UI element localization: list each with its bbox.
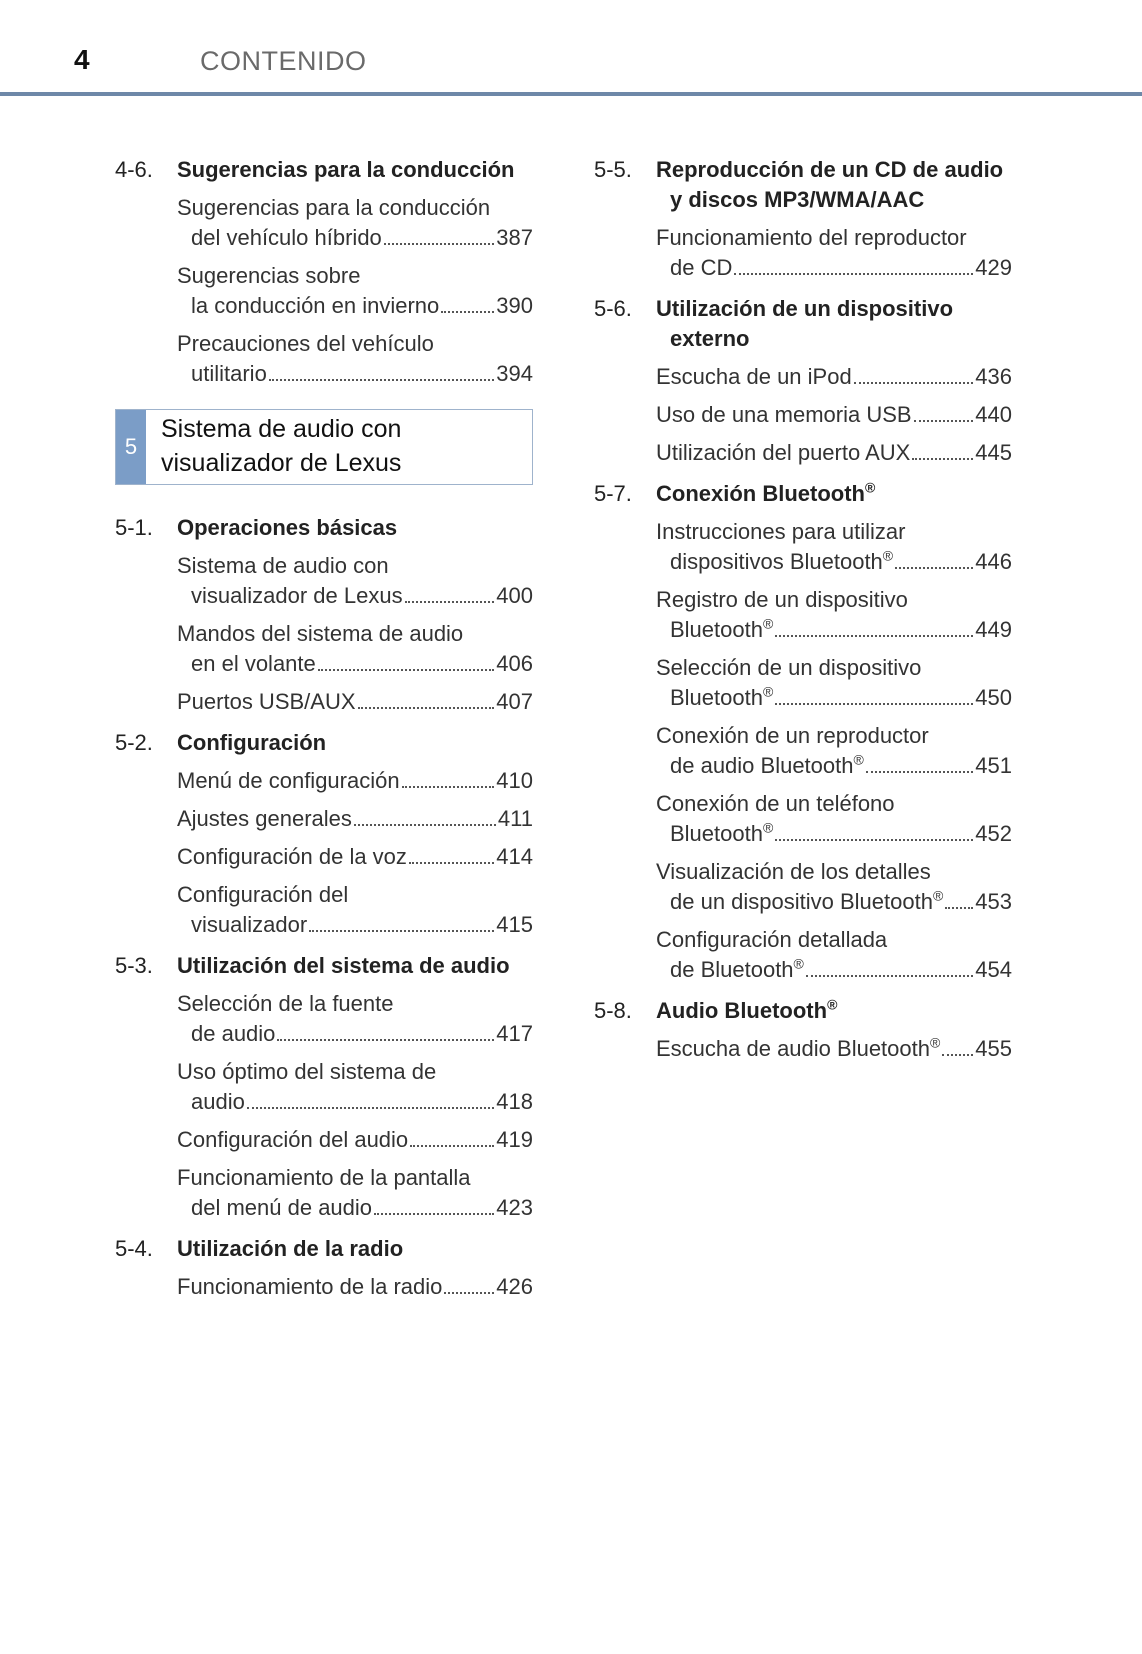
section-number: 5-1. [115, 515, 153, 540]
toc-entry[interactable] [594, 925, 1012, 985]
entry-line [656, 615, 1012, 645]
entry-text: Uso de una memoria USB [656, 402, 912, 427]
toc-entry[interactable] [115, 1057, 533, 1117]
section-title [656, 155, 1003, 215]
section-number: 5-4. [115, 1236, 153, 1261]
entry-line [177, 1019, 533, 1049]
dot-leader [318, 669, 495, 671]
section-number: 5-7. [594, 481, 632, 506]
chapter-title-line: Sistema de audio con [161, 415, 402, 443]
entry-line [656, 653, 1012, 683]
registered-mark: ® [932, 887, 944, 904]
dot-leader [854, 382, 974, 384]
page-title: CONTENIDO [200, 46, 367, 76]
entry-text: Configuración de la voz [177, 844, 407, 869]
section-number: 5-2. [115, 730, 153, 755]
toc-section [594, 294, 1012, 468]
dot-leader [914, 420, 974, 422]
toc-entry[interactable] [594, 517, 1012, 577]
toc-entry[interactable] [594, 438, 1012, 468]
toc-entry[interactable] [115, 1125, 533, 1155]
section-title-line: externo [670, 326, 750, 351]
registered-mark: ® [762, 615, 774, 632]
section-number: 5-6. [594, 296, 632, 321]
entry-line [177, 329, 533, 359]
dot-leader [895, 567, 973, 569]
entry-text: Ajustes generales [177, 806, 352, 831]
dot-leader [277, 1039, 494, 1041]
entry-line [656, 721, 1012, 751]
entry-line [656, 400, 1012, 430]
entry-text: Selección de un dispositivo [656, 655, 922, 680]
toc-sections-before-box [115, 155, 533, 389]
chapter-title-line: visualizador de Lexus [161, 449, 402, 477]
entry-text: Uso óptimo del sistema de [177, 1059, 437, 1084]
toc-section [115, 1234, 533, 1302]
toc-entry[interactable] [594, 362, 1012, 392]
section-title-line: Configuración [177, 730, 327, 755]
chapter-title [146, 410, 401, 484]
entry-line [177, 1125, 533, 1155]
page-ref[interactable]: 417 [496, 1021, 533, 1046]
entry-line [177, 1057, 533, 1087]
toc-section [115, 155, 533, 389]
page-ref[interactable]: 411 [497, 806, 533, 831]
entry-text: del menú de audio [191, 1195, 373, 1220]
entry-text: Puertos USB/AUX [177, 689, 356, 714]
toc-entry[interactable] [115, 261, 533, 321]
section-title [177, 728, 326, 758]
entry-line [656, 955, 1012, 985]
section-title [177, 951, 510, 981]
entry-line [177, 193, 533, 223]
registered-mark: ® [762, 683, 774, 700]
toc-entry[interactable] [115, 687, 533, 717]
entry-line [656, 253, 1012, 283]
entry-line [656, 683, 1012, 713]
toc-entry[interactable] [115, 804, 533, 834]
entry-text: de un dispositivo Bluetooth® [670, 887, 944, 914]
section-number: 5-3. [115, 953, 153, 978]
page-ref[interactable]: 453 [975, 889, 1012, 914]
entry-line [177, 619, 533, 649]
page-ref[interactable]: 452 [975, 821, 1012, 846]
section-title-line: Operaciones básicas [177, 515, 398, 540]
entry-text: Sugerencias sobre [177, 263, 361, 288]
page-ref[interactable]: 410 [496, 768, 533, 793]
dot-leader [912, 458, 973, 460]
entry-text: Funcionamiento de la radio [177, 1274, 443, 1299]
registered-mark: ® [929, 1034, 941, 1051]
toc-section [594, 479, 1012, 985]
entry-text: Bluetooth® [670, 615, 774, 642]
dot-leader [734, 273, 973, 275]
section-title-line: Utilización del sistema de audio [177, 953, 510, 978]
toc-entry[interactable] [115, 842, 533, 872]
section-title [177, 1234, 403, 1264]
dot-leader [942, 1054, 973, 1056]
entry-line [177, 910, 533, 940]
entry-line [177, 1087, 533, 1117]
entry-text: la conducción en invierno [191, 293, 440, 318]
page-ref[interactable]: 440 [975, 402, 1012, 427]
entry-line [177, 766, 533, 796]
section-title [177, 513, 397, 543]
entry-line [656, 362, 1012, 392]
section-heading[interactable] [594, 996, 1012, 1026]
page-ref[interactable]: 454 [975, 957, 1012, 982]
entry-text: de Bluetooth® [670, 955, 804, 982]
page-ref[interactable]: 407 [496, 689, 533, 714]
section-heading[interactable] [115, 513, 533, 543]
entry-text: del vehículo híbrido [191, 225, 382, 250]
chapter-box[interactable] [115, 409, 533, 485]
page-ref[interactable]: 449 [975, 617, 1012, 642]
entry-text: audio [191, 1089, 245, 1114]
toc-entry[interactable] [594, 721, 1012, 781]
entry-line [656, 857, 1012, 887]
left-column [115, 155, 533, 1302]
page-ref[interactable]: 455 [975, 1036, 1012, 1061]
toc-sections-right [594, 155, 1012, 1064]
section-heading[interactable] [115, 951, 533, 981]
section-number: 5-8. [594, 998, 632, 1023]
entry-line [656, 751, 1012, 781]
page-ref[interactable]: 423 [496, 1195, 533, 1220]
toc-entry[interactable] [115, 619, 533, 679]
section-heading[interactable] [594, 155, 1012, 215]
entry-text: de audio [191, 1021, 276, 1046]
toc-entry[interactable] [115, 880, 533, 940]
dot-leader [405, 601, 495, 603]
entry-line [177, 291, 533, 321]
dot-leader [866, 771, 973, 773]
entry-line [177, 261, 533, 291]
toc-entry[interactable] [115, 766, 533, 796]
section-heading[interactable] [115, 728, 533, 758]
entry-line [177, 1193, 533, 1223]
dot-leader [444, 1292, 494, 1294]
registered-mark: ® [853, 751, 864, 768]
entry-text: Escucha de un iPod [656, 364, 852, 389]
toc-entry[interactable] [115, 551, 533, 611]
toc-entry[interactable] [594, 1034, 1012, 1064]
entry-line [177, 581, 533, 611]
entry-line [177, 804, 533, 834]
entry-line [177, 880, 533, 910]
entry-text: de CD [670, 255, 733, 280]
page-ref[interactable]: 451 [975, 753, 1012, 778]
page-ref[interactable]: 446 [975, 549, 1012, 574]
page-ref[interactable]: 400 [496, 583, 533, 608]
entry-text: dispositivos Bluetooth® [670, 547, 894, 574]
section-title-line: Conexión Bluetooth® [656, 479, 876, 506]
entry-text: Utilización del puerto AUX [656, 440, 911, 465]
dot-leader [247, 1107, 494, 1109]
section-number: 4-6. [115, 157, 153, 182]
dot-leader [775, 635, 973, 637]
toc-entry[interactable] [115, 1272, 533, 1302]
entry-line [656, 547, 1012, 577]
section-heading[interactable] [115, 155, 533, 185]
entry-line [177, 551, 533, 581]
entry-text: Conexión de un reproductor [656, 723, 929, 748]
section-heading[interactable] [594, 479, 1012, 509]
toc-section [115, 951, 533, 1223]
section-title-line: Sugerencias para la conducción [177, 157, 515, 182]
entry-text: de audio Bluetooth® [670, 751, 864, 778]
entry-text: Funcionamiento de la pantalla [177, 1165, 471, 1190]
registered-mark: ® [882, 547, 894, 564]
entry-line [177, 687, 533, 717]
entry-text: Bluetooth® [670, 819, 774, 846]
entry-text: Bluetooth® [670, 683, 774, 710]
entry-line [656, 223, 1012, 253]
entry-text: Sistema de audio con [177, 553, 389, 578]
entry-line [656, 789, 1012, 819]
section-title-line: y discos MP3/WMA/AAC [670, 187, 925, 212]
entry-line [177, 842, 533, 872]
page-ref[interactable]: 394 [496, 361, 533, 386]
entry-line [656, 585, 1012, 615]
dot-leader [775, 703, 973, 705]
page-ref[interactable]: 429 [975, 255, 1012, 280]
entry-text: visualizador [191, 912, 308, 937]
entry-text: Visualización de los detalles [656, 859, 931, 884]
page-ref[interactable]: 387 [496, 225, 533, 250]
toc-section [115, 513, 533, 717]
entry-text: Precauciones del vehículo [177, 331, 434, 356]
registered-mark: ® [864, 479, 876, 496]
entry-line [656, 517, 1012, 547]
section-number: 5-5. [594, 157, 632, 182]
page-ref[interactable]: 406 [496, 651, 533, 676]
entry-line [177, 1163, 533, 1193]
dot-leader [354, 824, 496, 826]
entry-line [177, 1272, 533, 1302]
dot-leader [358, 707, 495, 709]
entry-text: Escucha de audio Bluetooth® [656, 1034, 941, 1061]
dot-leader [945, 907, 973, 909]
page-ref[interactable]: 415 [496, 912, 533, 937]
page-ref[interactable]: 414 [496, 844, 533, 869]
entry-text: Configuración del audio [177, 1127, 409, 1152]
entry-line [177, 649, 533, 679]
entry-line [177, 223, 533, 253]
toc-entry[interactable] [594, 223, 1012, 283]
dot-leader [269, 379, 494, 381]
toc-entry[interactable] [594, 789, 1012, 849]
toc-sections-after-box [115, 513, 533, 1302]
page-ref[interactable]: 426 [496, 1274, 533, 1299]
toc-entry[interactable] [115, 989, 533, 1049]
entry-text: Configuración detallada [656, 927, 888, 952]
dot-leader [441, 311, 494, 313]
entry-text: en el volante [191, 651, 316, 676]
entry-text: visualizador de Lexus [191, 583, 403, 608]
entry-text: Registro de un dispositivo [656, 587, 908, 612]
page-ref[interactable]: 445 [975, 440, 1012, 465]
chapter-number: 5 [116, 410, 146, 484]
dot-leader [374, 1213, 494, 1215]
dot-leader [384, 243, 494, 245]
toc-entry[interactable] [115, 329, 533, 389]
entry-line [177, 989, 533, 1019]
page-ref[interactable]: 436 [975, 364, 1012, 389]
header-rule [0, 92, 1142, 96]
entry-text: Sugerencias para la conducción [177, 195, 491, 220]
dot-leader [309, 930, 494, 932]
entry-line [656, 925, 1012, 955]
section-heading[interactable] [594, 294, 1012, 354]
toc-section [594, 155, 1012, 283]
registered-mark: ® [762, 819, 774, 836]
page-ref[interactable]: 418 [496, 1089, 533, 1114]
entry-text: Configuración del [177, 882, 349, 907]
registered-mark: ® [827, 996, 838, 1013]
dot-leader [775, 839, 973, 841]
page-ref[interactable]: 450 [975, 685, 1012, 710]
entry-line [656, 438, 1012, 468]
page-ref[interactable]: 390 [496, 293, 533, 318]
toc-section [594, 996, 1012, 1064]
section-title [177, 155, 514, 185]
dot-leader [402, 786, 495, 788]
section-title-line: Reproducción de un CD de audio [656, 157, 1004, 182]
toc-entry[interactable] [594, 585, 1012, 645]
section-heading[interactable] [115, 1234, 533, 1264]
entry-text: Funcionamiento del reproductor [656, 225, 967, 250]
entry-text: Selección de la fuente [177, 991, 394, 1016]
dot-leader [806, 975, 973, 977]
right-column [594, 155, 1012, 1064]
registered-mark: ® [793, 955, 804, 972]
entry-text: Menú de configuración [177, 768, 400, 793]
page-ref[interactable]: 419 [496, 1127, 533, 1152]
page-number: 4 [74, 44, 90, 75]
entry-text: Conexión de un teléfono [656, 791, 895, 816]
dot-leader [409, 862, 494, 864]
entry-text: Mandos del sistema de audio [177, 621, 464, 646]
toc-entry[interactable] [115, 193, 533, 253]
toc-entry[interactable] [594, 653, 1012, 713]
entry-line [656, 1034, 1012, 1064]
section-title [656, 996, 837, 1026]
section-title [656, 294, 953, 354]
toc-entry[interactable] [115, 1163, 533, 1223]
entry-line [656, 887, 1012, 917]
section-title-line: Utilización de la radio [177, 1236, 404, 1261]
entry-line [656, 819, 1012, 849]
toc-entry[interactable] [594, 400, 1012, 430]
entry-line [177, 359, 533, 389]
toc-section [115, 728, 533, 940]
section-title-line: Audio Bluetooth® [656, 996, 838, 1023]
section-title [656, 479, 875, 509]
entry-text: Instrucciones para utilizar [656, 519, 906, 544]
entry-text: utilitario [191, 361, 267, 386]
dot-leader [410, 1145, 494, 1147]
section-title-line: Utilización de un dispositivo [656, 296, 954, 321]
toc-entry[interactable] [594, 857, 1012, 917]
